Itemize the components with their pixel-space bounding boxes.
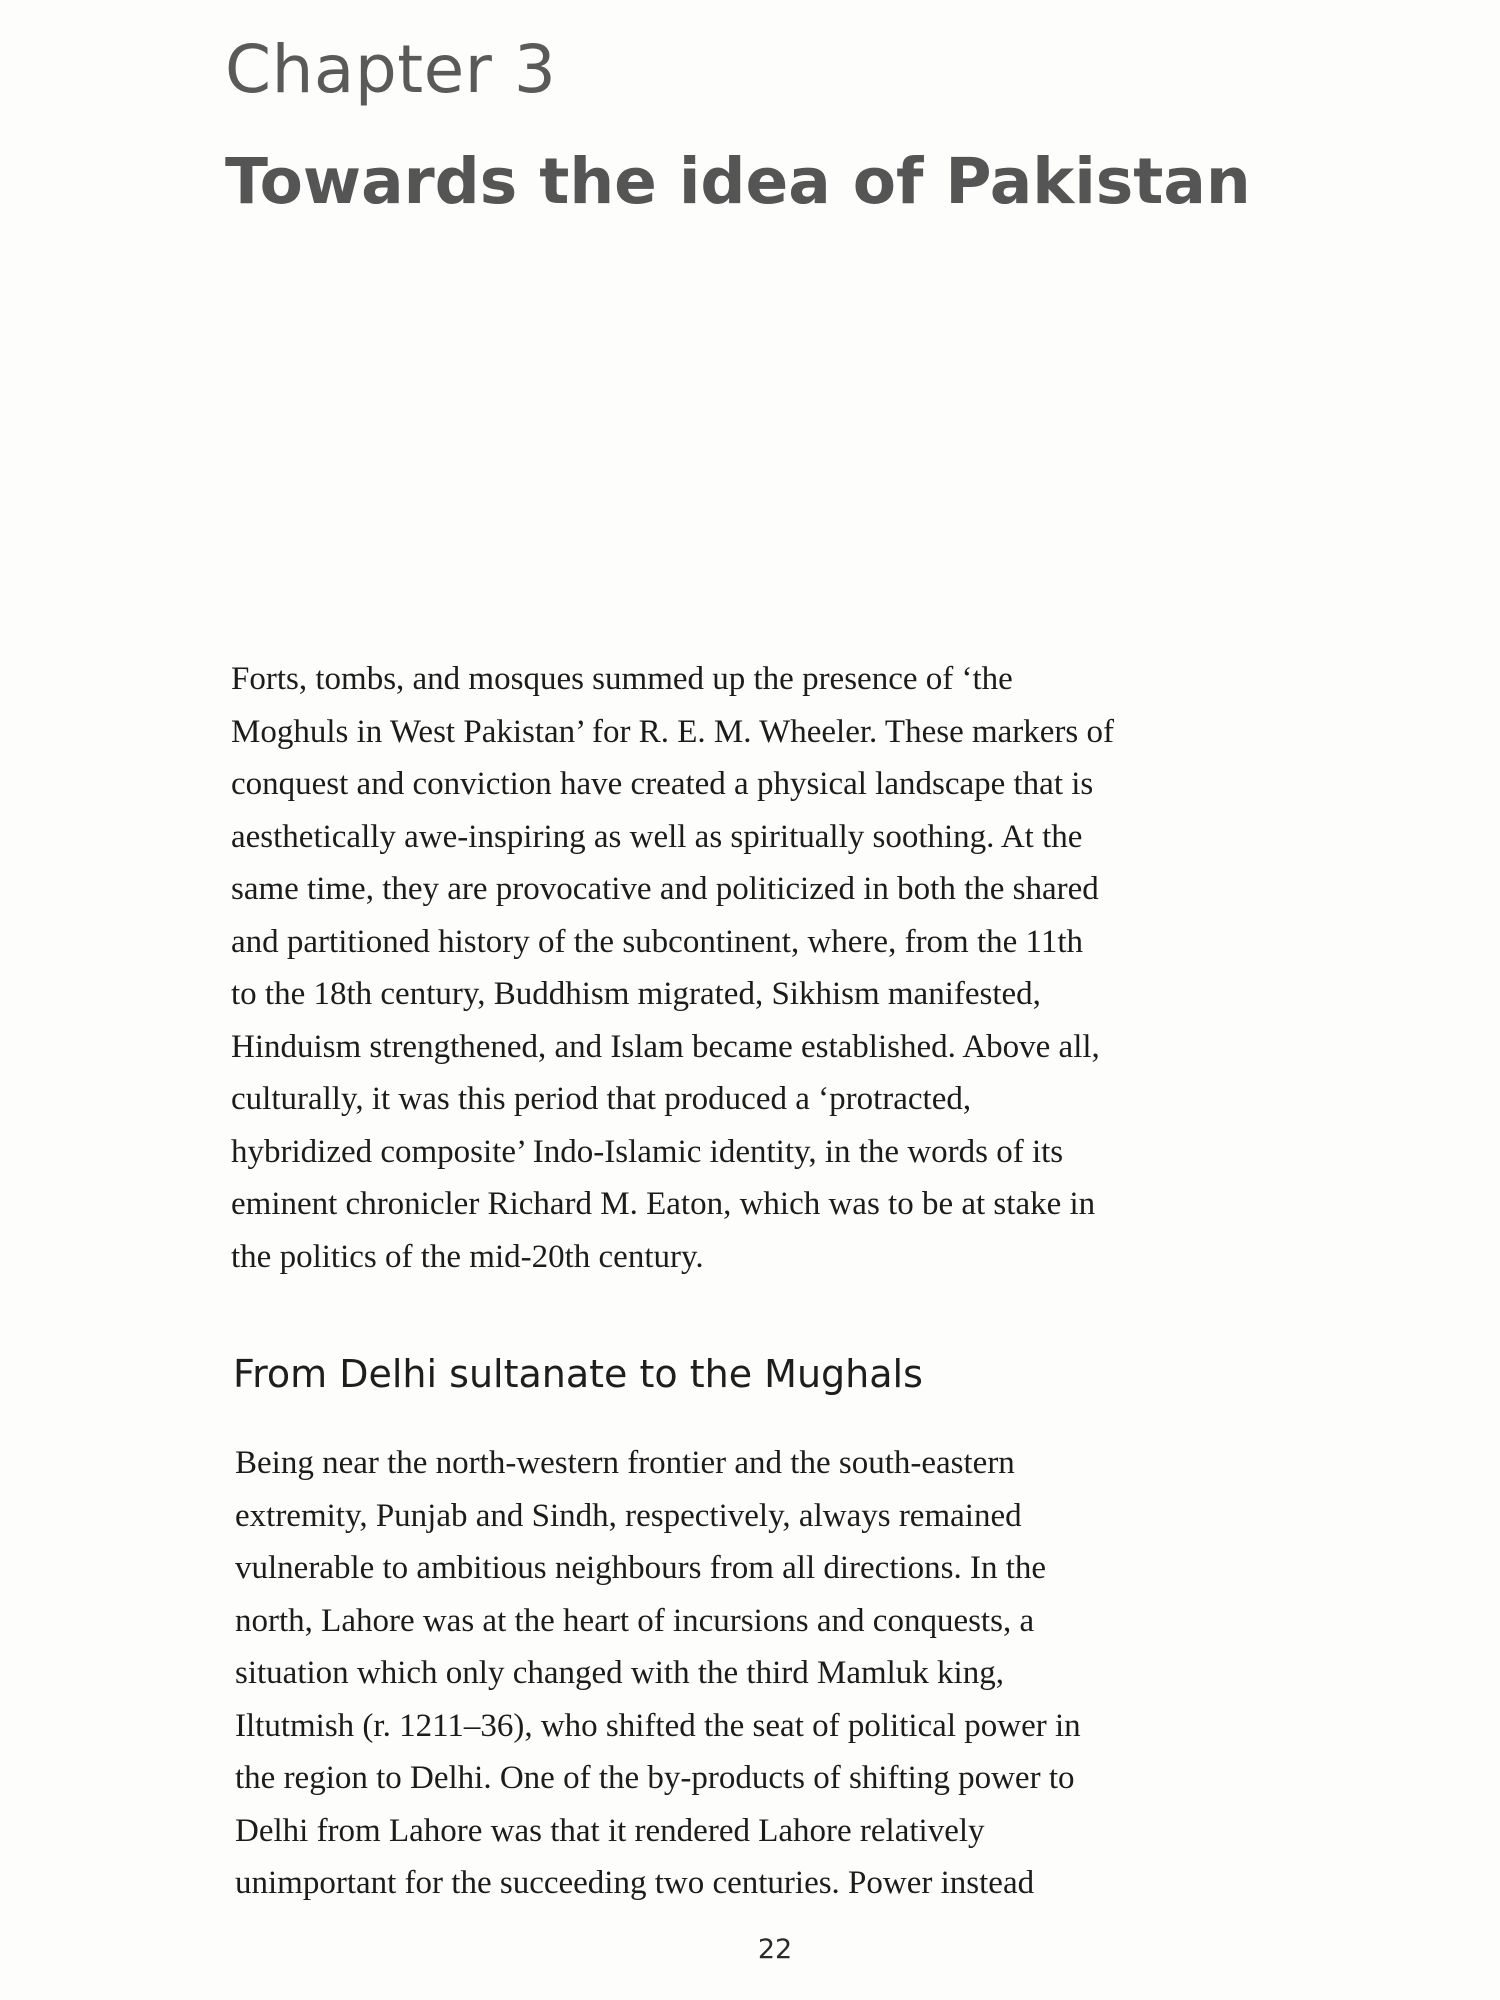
paragraph-line: Forts, tombs, and mosques summed up the presence of ‘the — [231, 661, 1013, 697]
paragraph-line: Hinduism strengthened, and Islam became established. Above all, — [231, 1028, 1100, 1065]
paragraph-line: culturally, it was this period that produced a ‘protracted, — [231, 1081, 972, 1117]
paragraph-line: aesthetically awe-inspiring as well as spiritually soothing. At the — [231, 818, 1083, 855]
paragraph-line: situation which only changed with the third Mamluk king, — [235, 1655, 1004, 1691]
paragraph-line: the politics of the mid-20th century. — [231, 1238, 704, 1275]
paragraph-line: eminent chronicler Richard M. Eaton, which was to be at stake in — [231, 1186, 1096, 1222]
paragraph-line: north, Lahore was at the heart of incursions and conquests, a — [235, 1602, 1035, 1639]
paragraph-line: Delhi from Lahore was that it rendered Lahore relatively — [235, 1812, 985, 1849]
paragraph-line: extremity, Punjab and Sindh, respectively, always remained — [235, 1497, 1022, 1534]
paragraph-line: hybridized composite’ Indo-Islamic identity, in the words of its — [231, 1133, 1064, 1170]
paragraph-line: the region to Delhi. One of the by-products of shifting power to — [235, 1760, 1075, 1796]
paragraph-line: unimportant for the succeeding two centuries. Power instead — [235, 1865, 1035, 1901]
paragraph-line: same time, they are provocative and politicized in both the shared — [231, 871, 1099, 907]
page-number: 22 — [757, 1934, 793, 1965]
section-paragraph — [235, 1437, 1081, 1910]
paragraph-line: and partitioned history of the subcontinent, where, from the 11th — [231, 923, 1083, 960]
chapter-label: Chapter 3 — [225, 31, 557, 108]
paragraph-line: vulnerable to ambitious neighbours from all directions. In the — [235, 1550, 1047, 1586]
paragraph-line: Iltutmish (r. 1211–36), who shifted the seat of political power in — [235, 1707, 1081, 1744]
section-heading: From Delhi sultanate to the Mughals — [233, 1352, 923, 1396]
paragraph-line: Being near the north-western frontier and the south-eastern — [235, 1445, 1015, 1481]
intro-paragraph — [231, 653, 1114, 1283]
paragraph-line: to the 18th century, Buddhism migrated, Sikhism manifested, — [231, 976, 1041, 1012]
chapter-title: Towards the idea of Pakistan — [225, 145, 1251, 218]
paragraph-line: Moghuls in West Pakistan’ for R. E. M. Wheeler. These markers of — [231, 713, 1114, 750]
paragraph-line: conquest and conviction have created a physical landscape that is — [231, 766, 1094, 802]
